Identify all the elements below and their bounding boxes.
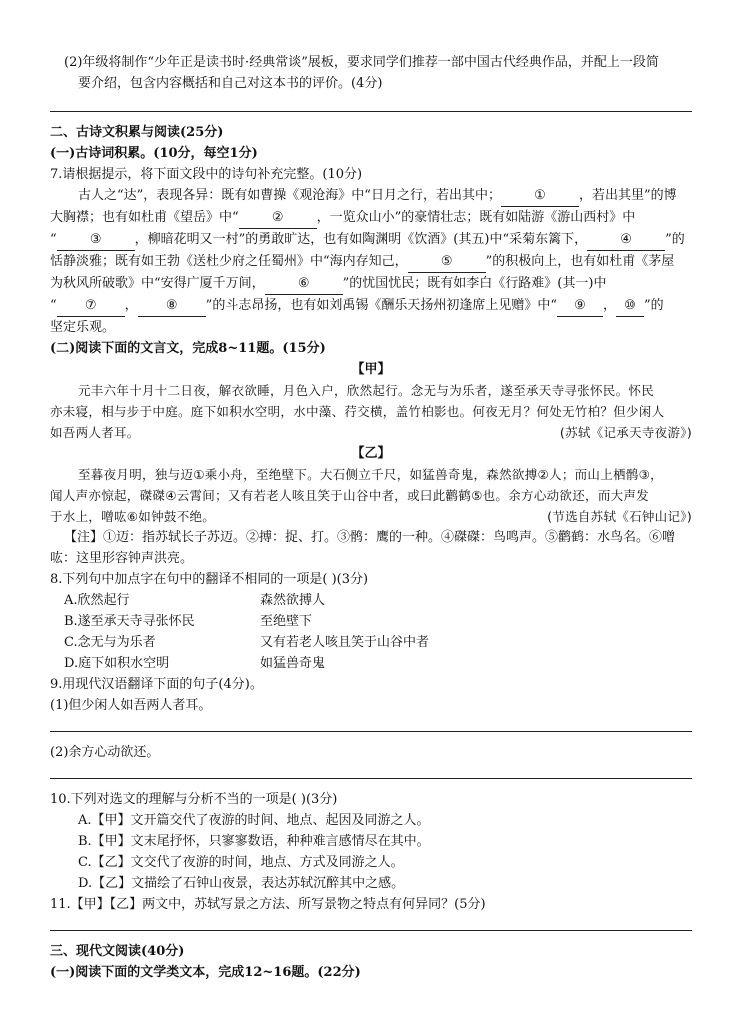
passage-jia [50,380,692,443]
answer-line [50,110,692,112]
option-right: 又有若老人咳且笑于山谷中者 [260,635,430,650]
q8-option-a[interactable] [50,590,692,611]
q7-text: ”的斗志昂扬，也有如刘禹锡《酬乐天扬州初逢席上见赠》中“ [205,298,557,313]
passage-yi [50,464,692,527]
answer-line[interactable] [50,777,692,779]
passage-line: 如吾两人者耳。 [50,425,140,440]
q7-text: “ [50,232,57,247]
q10-option-b[interactable]: B.【甲】文末尾抒怀，只寥寥数语，种种难言感情尽在其中。 [78,834,430,849]
annotation-note: 吰：这里形容钟声洪亮。 [50,551,194,566]
q7-text: ”的 [643,298,664,313]
q9-sentence-1: (1)但少闲人如吾两人者耳。 [50,698,212,713]
q7-text: ， [124,298,138,313]
q7-text: 坚定乐观。 [50,320,116,335]
section-2-sub2: (二)阅读下面的文言文，完成8~11题。(15分) [50,341,326,356]
answer-line[interactable] [50,929,692,931]
blank-2[interactable]: ② [239,207,317,229]
option-left: B.遂至承天寺寻张怀民 [64,614,195,629]
passage-line: 闻人声亦惊起，磔磔④云霄间；又有若老人咳且笑于山谷中者，或曰此鹳鹤⑤也。余方心动欲还，而大声发 [50,488,650,503]
blank-6[interactable]: ⑥ [265,273,343,295]
passage-yi-title: 【乙】 [351,446,391,461]
passage-line: 至暮夜月明，独与迈①乘小舟，至绝壁下。大石侧立千尺，如猛兽奇鬼，森然欲搏②人；而山上栖鹘③， [78,467,663,482]
q8-stem: 8.下列句中加点字在句中的翻译不相同的一项是( )(3分) [50,572,369,587]
q9-stem: 9.用现代汉语翻译下面的句子(4分)。 [50,677,263,692]
blank-9[interactable]: ⑨ [557,295,603,317]
q7-text: “ [50,298,57,313]
blank-3[interactable]: ③ [57,229,135,251]
q7-text: ，柳暗花明又一村”的勇敢旷达，也有如陶渊明《饮酒》(其五)中“采菊东篱下， [134,232,588,247]
option-left: D.庭下如积水空明 [64,656,170,671]
q7-stem: 7.请根据提示，将下面文段中的诗句补充完整。(10分) [50,167,363,182]
q8-option-b[interactable] [50,611,692,632]
q7-text: ”的积极向上，也有如杜甫《茅屋 [485,254,675,269]
option-right: 如猛兽奇鬼 [260,656,326,671]
q8-option-c[interactable] [50,632,692,653]
blank-7[interactable]: ⑦ [57,295,125,317]
section-3-sub1: (一)阅读下面的文学类文本，完成12~16题。(22分) [50,965,361,980]
q10-option-c[interactable]: C.【乙】文交代了夜游的时间，地点、方式及同游之人。 [78,855,404,870]
q7-text: ”的忧国忧民；既有如李白《行路难》(其一)中 [342,276,607,291]
blank-5[interactable]: ⑤ [408,251,486,273]
q8-option-d[interactable] [50,653,692,674]
answer-line[interactable] [50,730,692,732]
prev-question-line2: 要介绍，包含内容概括和自己对这本书的评价。(4分) [78,76,383,91]
q7-text: ”的 [665,232,685,247]
section-3-title: 三、现代文阅读(40分) [50,944,185,959]
exam-page [50,52,692,983]
q7-text: 为秋风所破歌》中“安得广厦千万间， [50,276,265,291]
prev-question-line1: (2)年级将制作“少年正是读书时·经典常谈”展板，要求同学们推荐一部中国古代经典作品，并配上一段简 [64,55,659,70]
option-left: A.欣然起行 [64,593,130,608]
q7-text: 古人之“达”，表现各异：既有如曹操《观沧海》中“日月之行，若出其中； [78,188,501,203]
option-right: 至绝壁下 [260,614,313,629]
blank-10[interactable]: ⑩ [616,295,644,317]
passage-line: 于水上，噌吰⑥如钟鼓不绝。 [50,509,216,524]
q11-stem: 11.【甲】【乙】两文中，苏轼写景之方法、所写景物之特点有何异同？(5分) [50,897,486,912]
section-2-sub1: (一)古诗词积累。(10分，每空1分) [50,146,258,161]
q7-text: 恬静淡雅；既有如王勃《送杜少府之任蜀州》中“海内存知己， [50,254,408,269]
blank-1[interactable]: ① [501,185,579,207]
option-left: C.念无与为乐者 [64,635,156,650]
q7-text: ，一览众山小”的豪情壮志；既有如陆游《游山西村》中 [316,210,636,225]
section-2-title: 二、古诗文积累与阅读(25分) [50,125,224,140]
passage-line: 元丰六年十月十二日夜，解衣欲睡，月色入户，欣然起行。念无与为乐者，遂至承天寺寻张怀民。怀民 [78,383,655,398]
option-right: 森然欲搏人 [260,593,326,608]
passage-source: (苏轼《记承天寺夜游》) [559,425,692,440]
annotation-note: 【注】①迈：指苏轼长子苏迈。②搏：捉、打。③鹘：鹰的一种。④磔磔：鸟鸣声。⑤鹳鹤：水鸟名。⑥噌 [64,530,676,545]
q7-passage [50,185,692,338]
q10-option-d[interactable]: D.【乙】文描绘了石钟山夜景，表达苏轼沉醉其中之感。 [78,876,405,891]
passage-source: (节选自苏轼《石钟山记》) [547,509,692,524]
q7-text: ， [602,298,616,313]
q7-text: 大胸襟；也有如杜甫《望岳》中“ [50,210,239,225]
blank-8[interactable]: ⑧ [138,295,206,317]
blank-4[interactable]: ④ [587,229,665,251]
q10-option-a[interactable]: A.【甲】文开篇交代了夜游的时间、地点、起因及同游之人。 [78,813,430,828]
q7-text: ，若出其里”的博 [578,188,677,203]
passage-jia-title: 【甲】 [351,362,391,377]
passage-line: 亦未寝，相与步于中庭。庭下如积水空明，水中藻、荇交横，盖竹柏影也。何夜无月？何处无竹柏？但少闲人 [50,404,665,419]
q10-stem: 10.下列对选文的理解与分析不当的一项是( )(3分) [50,792,338,807]
q9-sentence-2: (2)余方心动欲还。 [50,745,160,760]
